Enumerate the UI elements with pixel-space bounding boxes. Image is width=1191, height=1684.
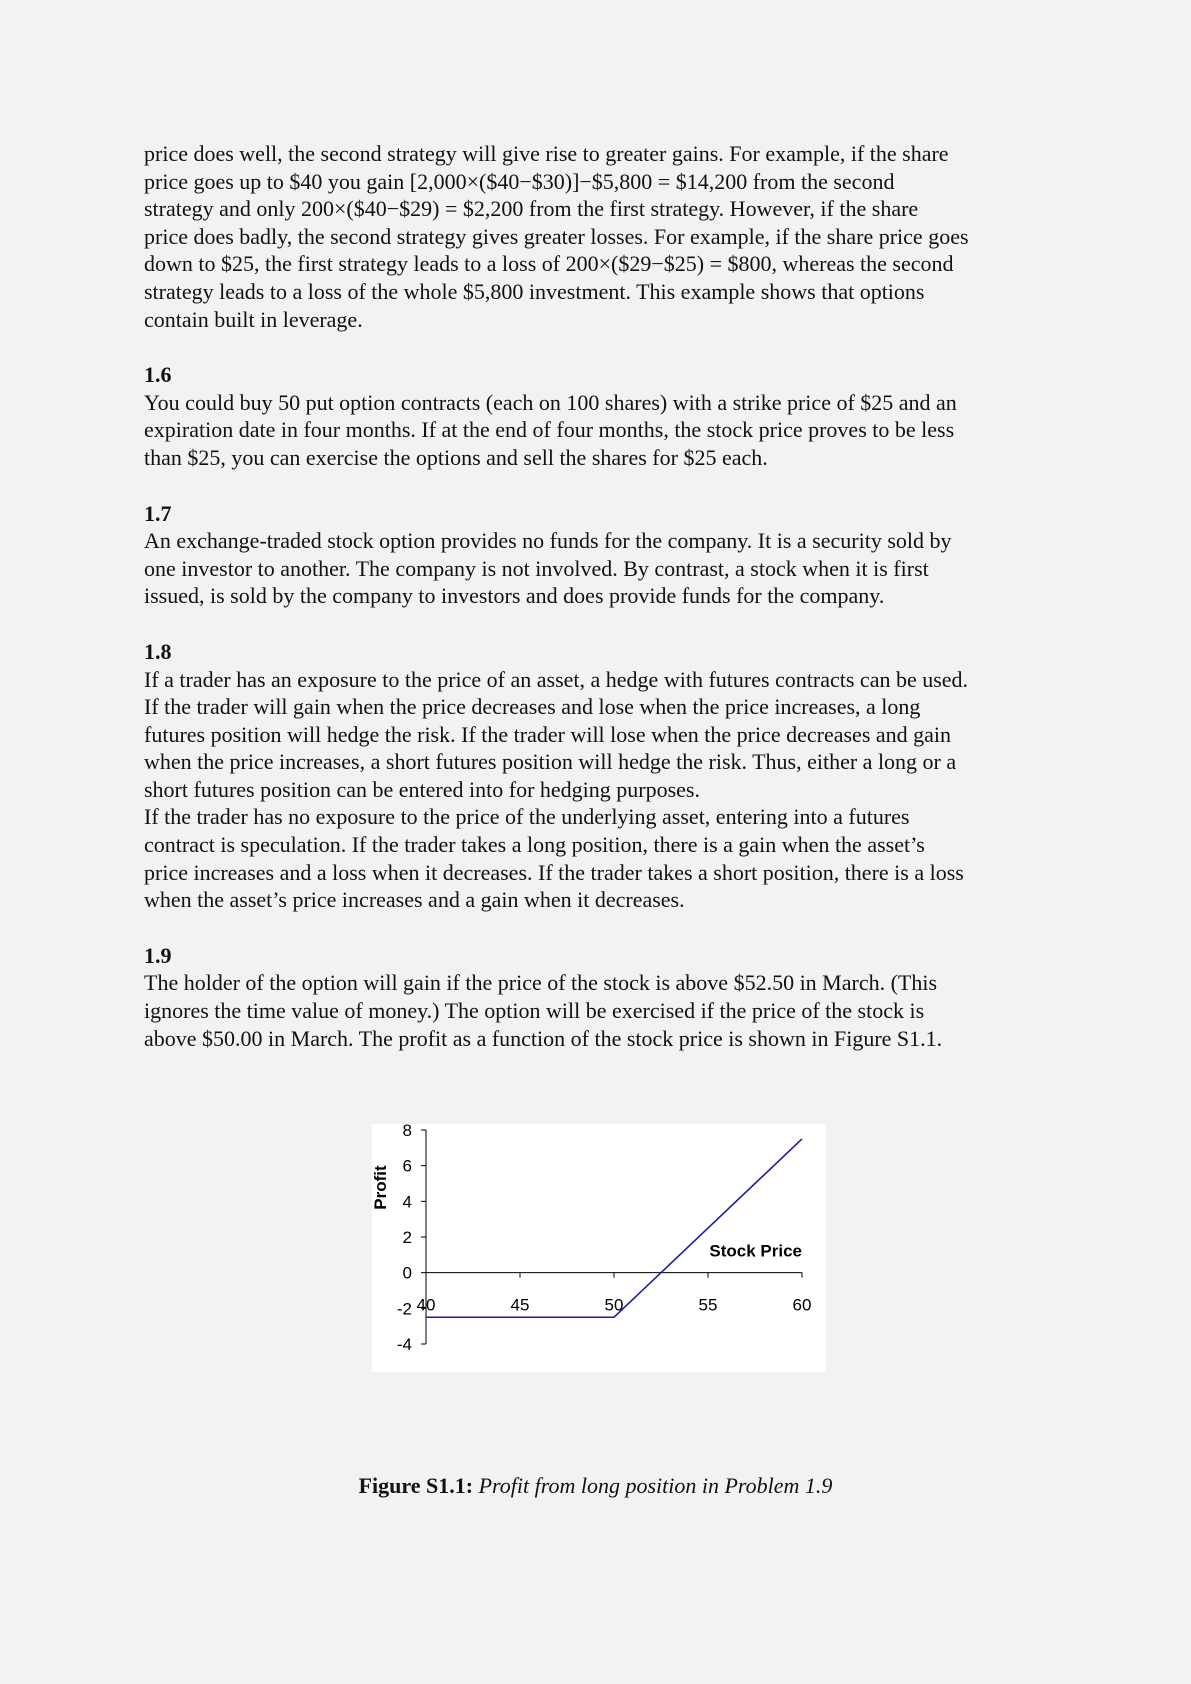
text-line: contract is speculation. If the trader takes a long position, there is a gain when the asset’s — [144, 832, 925, 858]
section-1-8 — [144, 638, 1044, 914]
text-line: than $25, you can exercise the options and sell the shares for $25 each. — [144, 444, 768, 470]
text-line: futures position will hedge the risk. If the trader will lose when the price decreases and gain — [144, 721, 952, 747]
text-line: above $50.00 in March. The profit as a function of the stock price is shown in Figure S1.1. — [144, 1025, 943, 1051]
text-line: The holder of the option will gain if the price of the stock is above $52.50 in March. (This — [144, 970, 938, 996]
x-tick-label: 40 — [416, 1295, 436, 1315]
x-tick-label: 60 — [792, 1295, 812, 1315]
y-axis-label: Profit — [371, 1165, 390, 1210]
section-heading: 1.6 — [144, 362, 172, 388]
text-line: If the trader will gain when the price decreases and lose when the price increases, a long — [144, 694, 921, 720]
text-line: expiration date in four months. If at the end of four months, the stock price proves to be less — [144, 417, 955, 443]
text-line: If the trader has no exposure to the price of the underlying asset, entering into a futures — [144, 804, 910, 830]
text-line: price does well, the second strategy will give rise to greater gains. For example, if the share — [144, 141, 949, 166]
document-body — [144, 140, 1044, 1052]
text-line: If a trader has an exposure to the price of an asset, a hedge with futures contracts can be used. — [144, 666, 969, 692]
text-line: price increases and a loss when it decreases. If the trader takes a short position, there is a loss — [144, 859, 964, 885]
section-1-7 — [144, 500, 1044, 610]
caption-text: Profit from long position in Problem 1.9 — [478, 1473, 833, 1498]
text-line: down to $25, the first strategy leads to a loss of 200×($29−$25) = $800, whereas the second — [144, 251, 954, 277]
section-heading: 1.9 — [144, 942, 172, 968]
profit-series-line — [426, 1139, 802, 1317]
text-line: when the price increases, a short futures position will hedge the risk. Thus, either a long or a — [144, 749, 957, 775]
x-tick-label: 55 — [698, 1295, 718, 1315]
text-line: ignores the time value of money.) The option will be exercised if the price of the stock is — [144, 998, 925, 1024]
x-axis-label: Stock Price — [709, 1241, 802, 1261]
chart-canvas — [368, 1120, 828, 1376]
y-tick-label: -2 — [396, 1299, 412, 1319]
text-line: when the asset’s price increases and a gain when it decreases. — [144, 887, 685, 913]
text-line: issued, is sold by the company to investors and does provide funds for the company. — [144, 583, 885, 609]
x-tick-label: 50 — [604, 1295, 624, 1315]
y-tick-label: 6 — [402, 1156, 412, 1176]
y-tick-label: -4 — [396, 1335, 412, 1354]
text-line: You could buy 50 put option contracts (each on 100 shares) with a strike price of $25 and an — [144, 389, 957, 415]
section-1-6 — [144, 361, 1044, 471]
text-line: strategy and only 200×($40−$29) = $2,200 from the first strategy. However, if the share — [144, 196, 919, 222]
text-line: one investor to another. The company is not involved. By contrast, a stock when it is first — [144, 555, 929, 581]
text-line: An exchange-traded stock option provides no funds for the company. It is a security sold by — [144, 528, 952, 554]
text-line: strategy leads to a loss of the whole $5,800 investment. This example shows that options — [144, 278, 925, 304]
section-heading: 1.7 — [144, 500, 172, 526]
y-tick-label: 8 — [402, 1121, 412, 1140]
text-line: contain built in leverage. — [144, 306, 363, 332]
caption-label: Figure S1.1: — [358, 1473, 474, 1498]
section-heading: 1.8 — [144, 638, 172, 664]
y-tick-label: 0 — [402, 1263, 412, 1283]
section-1-9 — [144, 942, 1044, 1052]
text-line: price does badly, the second strategy gives greater losses. For example, if the share price goes — [144, 223, 969, 249]
figure-caption — [0, 1473, 1191, 1499]
y-tick-label: 4 — [402, 1192, 412, 1212]
intro-paragraph — [144, 140, 1044, 333]
text-line: short futures position can be entered into for hedging purposes. — [144, 776, 700, 802]
y-tick-label: 2 — [402, 1228, 412, 1247]
text-line: price goes up to $40 you gain [2,000×($40−$30)]−$5,800 = $14,200 from the second — [144, 168, 895, 194]
profit-chart — [368, 1120, 828, 1376]
x-tick-label: 45 — [510, 1295, 530, 1315]
